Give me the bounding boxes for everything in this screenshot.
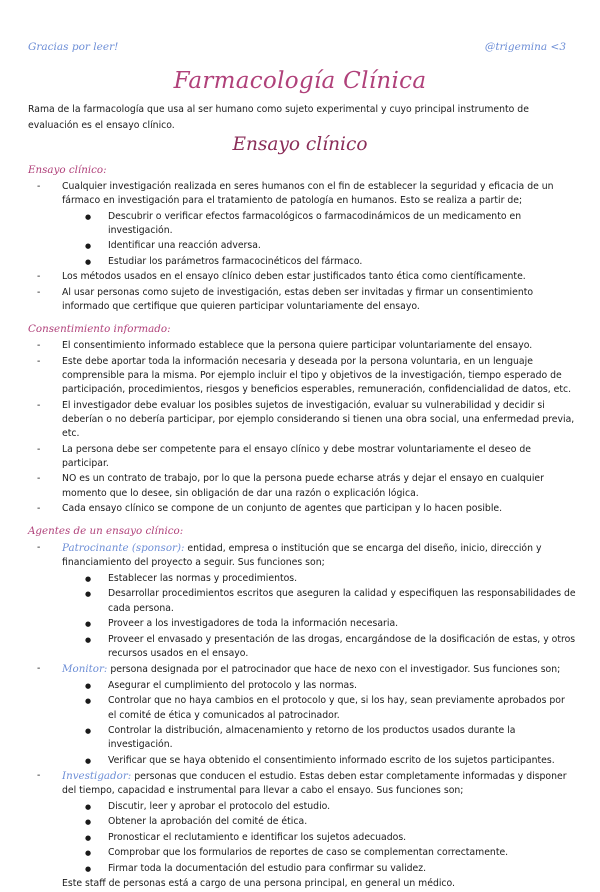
section-title: Ensayo clínico bbox=[232, 134, 368, 155]
bullet-item: ● Obtener la aprobación del comité de ética. bbox=[28, 815, 576, 829]
content bbox=[28, 163, 576, 892]
list-item: - Al usar personas como sujeto de investigación, estas deben ser invitadas y firmar un consentimiento informado que certifique que quieren participar voluntariamente del ensayo. bbox=[28, 286, 576, 314]
bullet-item: ● Comprobar que los formularios de reportes de caso se complementan correctamente. bbox=[28, 846, 576, 860]
list-ensayo bbox=[28, 180, 576, 314]
bullet-item: ● Estudiar los parámetros farmacocinéticos del fármaco. bbox=[28, 255, 576, 269]
heading-consentimiento: Consentimiento informado: bbox=[28, 323, 171, 336]
bullet-item: ● Asegurar el cumplimiento del protocolo y las normas. bbox=[28, 679, 576, 693]
list-item: - El investigador debe evaluar los posibles sujetos de investigación, evaluar su vulnerabilidad y decidir si deberían o no debería participar, por ejemplo considerando si tienen una obra social, una enfermedad previa, etc. bbox=[28, 399, 576, 442]
intro-paragraph: Rama de la farmacología que usa al ser humano como sujeto experimental y cuyo principal instrumento de evaluación es el ensayo clínico. bbox=[28, 104, 529, 131]
header-thanks: Gracias por leer! bbox=[28, 41, 119, 53]
agent-description: persona designada por el patrocinador que hace de nexo con el investigador. Sus funciones son; bbox=[107, 664, 561, 676]
term-monitor: Monitor: bbox=[62, 663, 108, 676]
agent-description: personas que conducen el estudio. Estas deben estar completamente informadas y disponer del tiempo, capacidad e instrumental para llevar a cabo el ensayo. Sus funciones son; bbox=[62, 771, 567, 797]
bullet-item: ● Descubrir o verificar efectos farmacológicos o farmacodinámicos de un medicamento en investigación. bbox=[28, 210, 576, 238]
list-item: - La persona debe ser competente para el ensayo clínico y debe mostrar voluntariamente el deseo de participar. bbox=[28, 443, 576, 471]
header-author: @trigemina <3 bbox=[484, 41, 566, 53]
agent-monitor bbox=[28, 662, 576, 677]
bullet-item: ● Proveer a los investigadores de toda la información necesaria. bbox=[28, 617, 576, 631]
bullet-item: ● Discutir, leer y aprobar el protocolo del estudio. bbox=[28, 800, 576, 814]
list-item: - Cualquier investigación realizada en seres humanos con el fin de establecer la seguridad y eficacia de un fármaco en investigación para el tratamiento de patología en humanos. Esto se realiza a partir de; bbox=[28, 180, 576, 208]
heading-agentes: Agentes de un ensayo clínico: bbox=[28, 525, 184, 538]
bullet-item: ● Proveer el envasado y presentación de las drogas, encargándose de la dosificación de estas, y otros recursos usados en el ensayo. bbox=[28, 633, 576, 661]
bullet-item: ● Identificar una reacción adversa. bbox=[28, 239, 576, 253]
agent-patrocinante bbox=[28, 541, 576, 570]
list-item: - NO es un contrato de trabajo, por lo que la persona puede echarse atrás y dejar el ensayo en cualquier momento que lo desee, sin obligación de dar una razón o explicación lógica. bbox=[28, 472, 576, 500]
bullet-item: ● Controlar la distribución, almacenamiento y retorno de los productos usados durante la investigación. bbox=[28, 724, 576, 752]
heading-ensayo: Ensayo clínico: bbox=[28, 164, 107, 176]
bullet-item: ● Establecer las normas y procedimientos. bbox=[28, 572, 576, 586]
bullet-item: ● Firmar toda la documentación del estudio para confirmar su validez. bbox=[28, 862, 576, 876]
bullet-item: ● Verificar que se haya obtenido el consentimiento informado escrito de los sujetos participantes. bbox=[28, 754, 576, 768]
term-investigador: Investigador: bbox=[62, 770, 132, 783]
bullet-item: ● Pronosticar el reclutamiento e identificar los sujetos adecuados. bbox=[28, 831, 576, 845]
term-patrocinante: Patrocinante (sponsor): bbox=[62, 542, 185, 555]
bullet-item: ● Controlar que no haya cambios en el protocolo y que, si los hay, sean previamente aprobados por el comité de ética y comunicados al patrocinador. bbox=[28, 694, 576, 722]
agent-description: entidad, empresa o institución que se encarga del diseño, inicio, dirección y financiamiento del proyecto a seguir. Sus funciones son; bbox=[62, 543, 542, 569]
list-agentes bbox=[28, 541, 576, 876]
list-item: - Este debe aportar toda la información necesaria y deseada por la persona voluntaria, en un lenguaje comprensible para la misma. Por ejemplo incluir el tipo y objetivos de la investigación, tiempo esperado de participación, procedimientos, riesgos y beneficios esperables, remuneración, confidencialidad de datos, etc. bbox=[28, 355, 576, 398]
staff-note: Este staff de personas está a cargo de una persona principal, en general un médico. bbox=[62, 878, 456, 890]
agent-investigador bbox=[28, 769, 576, 798]
page-title: Farmacología Clínica bbox=[173, 68, 427, 94]
list-item: - Los métodos usados en el ensayo clínico deben estar justificados tanto ética como científicamente. bbox=[28, 270, 576, 284]
list-item: - El consentimiento informado establece que la persona quiere participar voluntariamente del ensayo. bbox=[28, 339, 576, 353]
list-consentimiento bbox=[28, 339, 576, 516]
bullet-item: ● Desarrollar procedimientos escritos que aseguren la calidad y especifiquen las responsabilidades de cada persona. bbox=[28, 587, 576, 615]
list-item: - Cada ensayo clínico se compone de un conjunto de agentes que participan y lo hacen posible. bbox=[28, 502, 576, 516]
